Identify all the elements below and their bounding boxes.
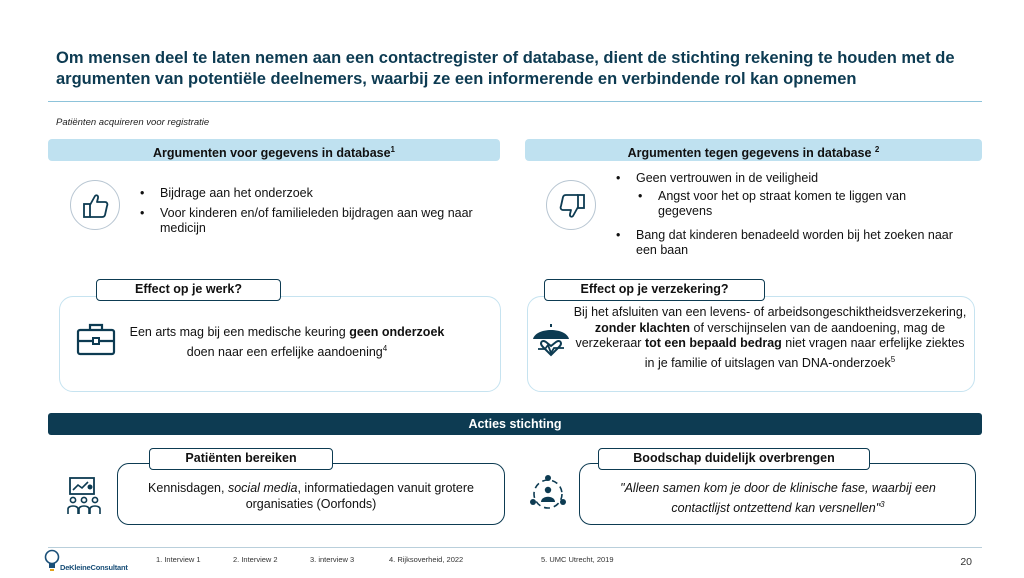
lightbulb-logo-icon [44, 548, 60, 574]
thumbs-up-icon [70, 180, 120, 230]
bereiken-i1: social media [227, 481, 298, 495]
title-divider [48, 101, 982, 102]
verzekering-t3: niet vragen naar erfelijke ziektes in je familie of uitslagen van DNA-onderzoek [644, 336, 965, 370]
footnote: 2. Interview 2 [233, 555, 278, 564]
boodschap-sup: 3 [880, 499, 885, 509]
con-header-sup: 2 [874, 145, 880, 154]
bereiken-t1: Kennisdagen, [148, 481, 228, 495]
verzekering-t1: Bij het afsluiten van een levens- of arbeidsongeschiktheidsverzekering, [573, 305, 967, 319]
list-item: • Bijdrage aan het onderzoek [136, 186, 476, 202]
footnote: 1. Interview 1 [156, 555, 201, 564]
verzekering-text [572, 305, 968, 371]
werk-text-bold: geen onderzoek [349, 325, 445, 339]
pro-header [48, 139, 500, 161]
werk-text-pre: Een arts mag bij een medische keuring [129, 325, 350, 339]
briefcase-icon [76, 322, 116, 356]
con-header [525, 139, 982, 161]
boodschap-quote: "Alleen samen kom je door de klinische fase, waarbij een contactlijst ontzettend kan versnellen" [620, 481, 936, 515]
con-list [612, 171, 962, 263]
presentation-audience-icon [64, 476, 104, 516]
con-header-label: Argumenten tegen gegevens in database [627, 146, 872, 161]
pro-list [136, 186, 476, 241]
werk-text [122, 325, 452, 360]
footnote: 4. Rijksoverheid, 2022 [389, 555, 464, 564]
list-item: • Geen vertrouwen in de veiligheid [612, 171, 962, 187]
thumbs-down-icon [546, 180, 596, 230]
pro-header-sup: 1 [390, 145, 395, 154]
verzekering-tag: Effect op je verzekering? [544, 279, 765, 301]
acties-bar: Acties stichting [48, 413, 982, 435]
verzekering-b1: zonder klachten [594, 320, 691, 335]
pro-header-label: Argumenten voor gegevens in database [152, 146, 391, 161]
boodschap-text [590, 481, 966, 516]
footnote: 3. interview 3 [310, 555, 355, 564]
verzekering-sup: 5 [890, 354, 896, 364]
company-logo [44, 548, 144, 576]
verzekering-b2: tot een bepaald bedrag [644, 336, 782, 350]
connected-people-icon [528, 474, 568, 514]
werk-text-post: doen naar een erfelijke aandoening [186, 344, 383, 359]
bereiken-t2: , informatiedagen vanuit grotere organisaties (Oorfonds) [245, 481, 474, 511]
page-title: Om mensen deel te laten nemen aan een contactregister of database, dient de stichting rekening te houden met de argumenten van potentiële deelnemers, waarbij ze een informerende en verbindende rol kan opnemen [56, 49, 955, 88]
boodschap-tag: Boodschap duidelijk overbrengen [598, 448, 870, 470]
verzekering-t2: of verschijnselen van de aandoening, mag de verzekeraar [575, 320, 946, 350]
footnote: 5. UMC Utrecht, 2019 [541, 555, 614, 564]
list-item: • Angst voor het op straat komen te liggen van gegevens [612, 189, 962, 220]
werk-tag: Effect op je werk? [96, 279, 281, 301]
page-number: 20 [960, 556, 972, 568]
list-item: • Voor kinderen en/of familieleden bijdragen aan weg naar medicijn [136, 206, 476, 237]
footer-divider [48, 547, 982, 548]
bereiken-tag: Patiënten bereiken [149, 448, 333, 470]
werk-sup: 4 [382, 343, 388, 353]
list-item: • Bang dat kinderen benadeeld worden bij het zoeken naar een baan [612, 228, 962, 259]
umbrella-heart-icon [530, 321, 572, 363]
section-subtitle: Patiënten acquireren voor registratie [56, 117, 210, 128]
bereiken-text [126, 481, 496, 512]
logo-text: DeKleineConsultant [60, 563, 128, 572]
